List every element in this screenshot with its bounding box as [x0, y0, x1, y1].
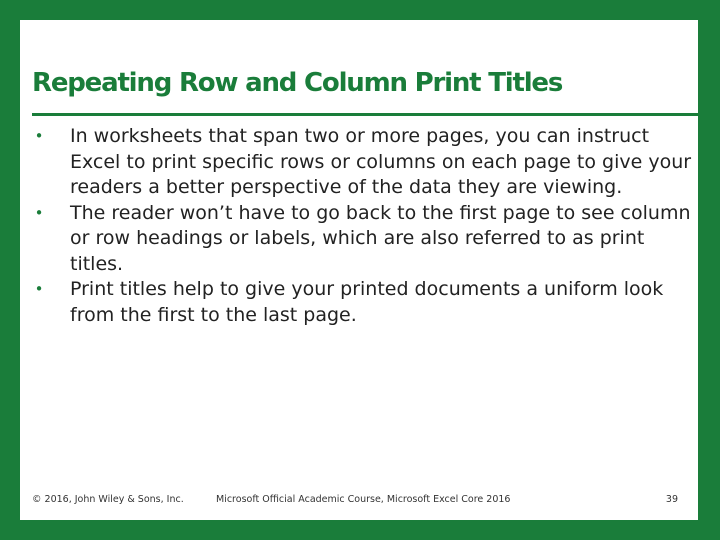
- title-divider: [32, 113, 698, 116]
- bullet-list: [32, 124, 692, 328]
- footer-copyright: © 2016, John Wiley & Sons, Inc.: [32, 494, 184, 505]
- bullet-icon: •: [34, 203, 44, 222]
- bullet-text: In worksheets that span two or more pages, you can instruct Excel to print specific rows or columns on each page to give your readers a better perspective of the data they are viewing.: [70, 125, 692, 198]
- footer-course-name: Microsoft Official Academic Course, Microsoft Excel Core 2016: [216, 494, 511, 505]
- slide-title: Repeating Row and Column Print Titles: [32, 68, 563, 98]
- bullet-icon: •: [34, 127, 44, 145]
- page-number: 39: [665, 494, 678, 505]
- bullet-item: [32, 277, 692, 328]
- bullet-item: [32, 201, 692, 278]
- bullet-icon: •: [34, 280, 44, 298]
- bullet-item: [32, 124, 692, 201]
- bullet-text: The reader won’t have to go back to the first page to see column or row headings or labels, which are also referred to as print titles.: [70, 201, 691, 275]
- slide-panel: [20, 20, 698, 520]
- bullet-text: Print titles help to give your printed documents a uniform look from the first to the last page.: [70, 278, 664, 326]
